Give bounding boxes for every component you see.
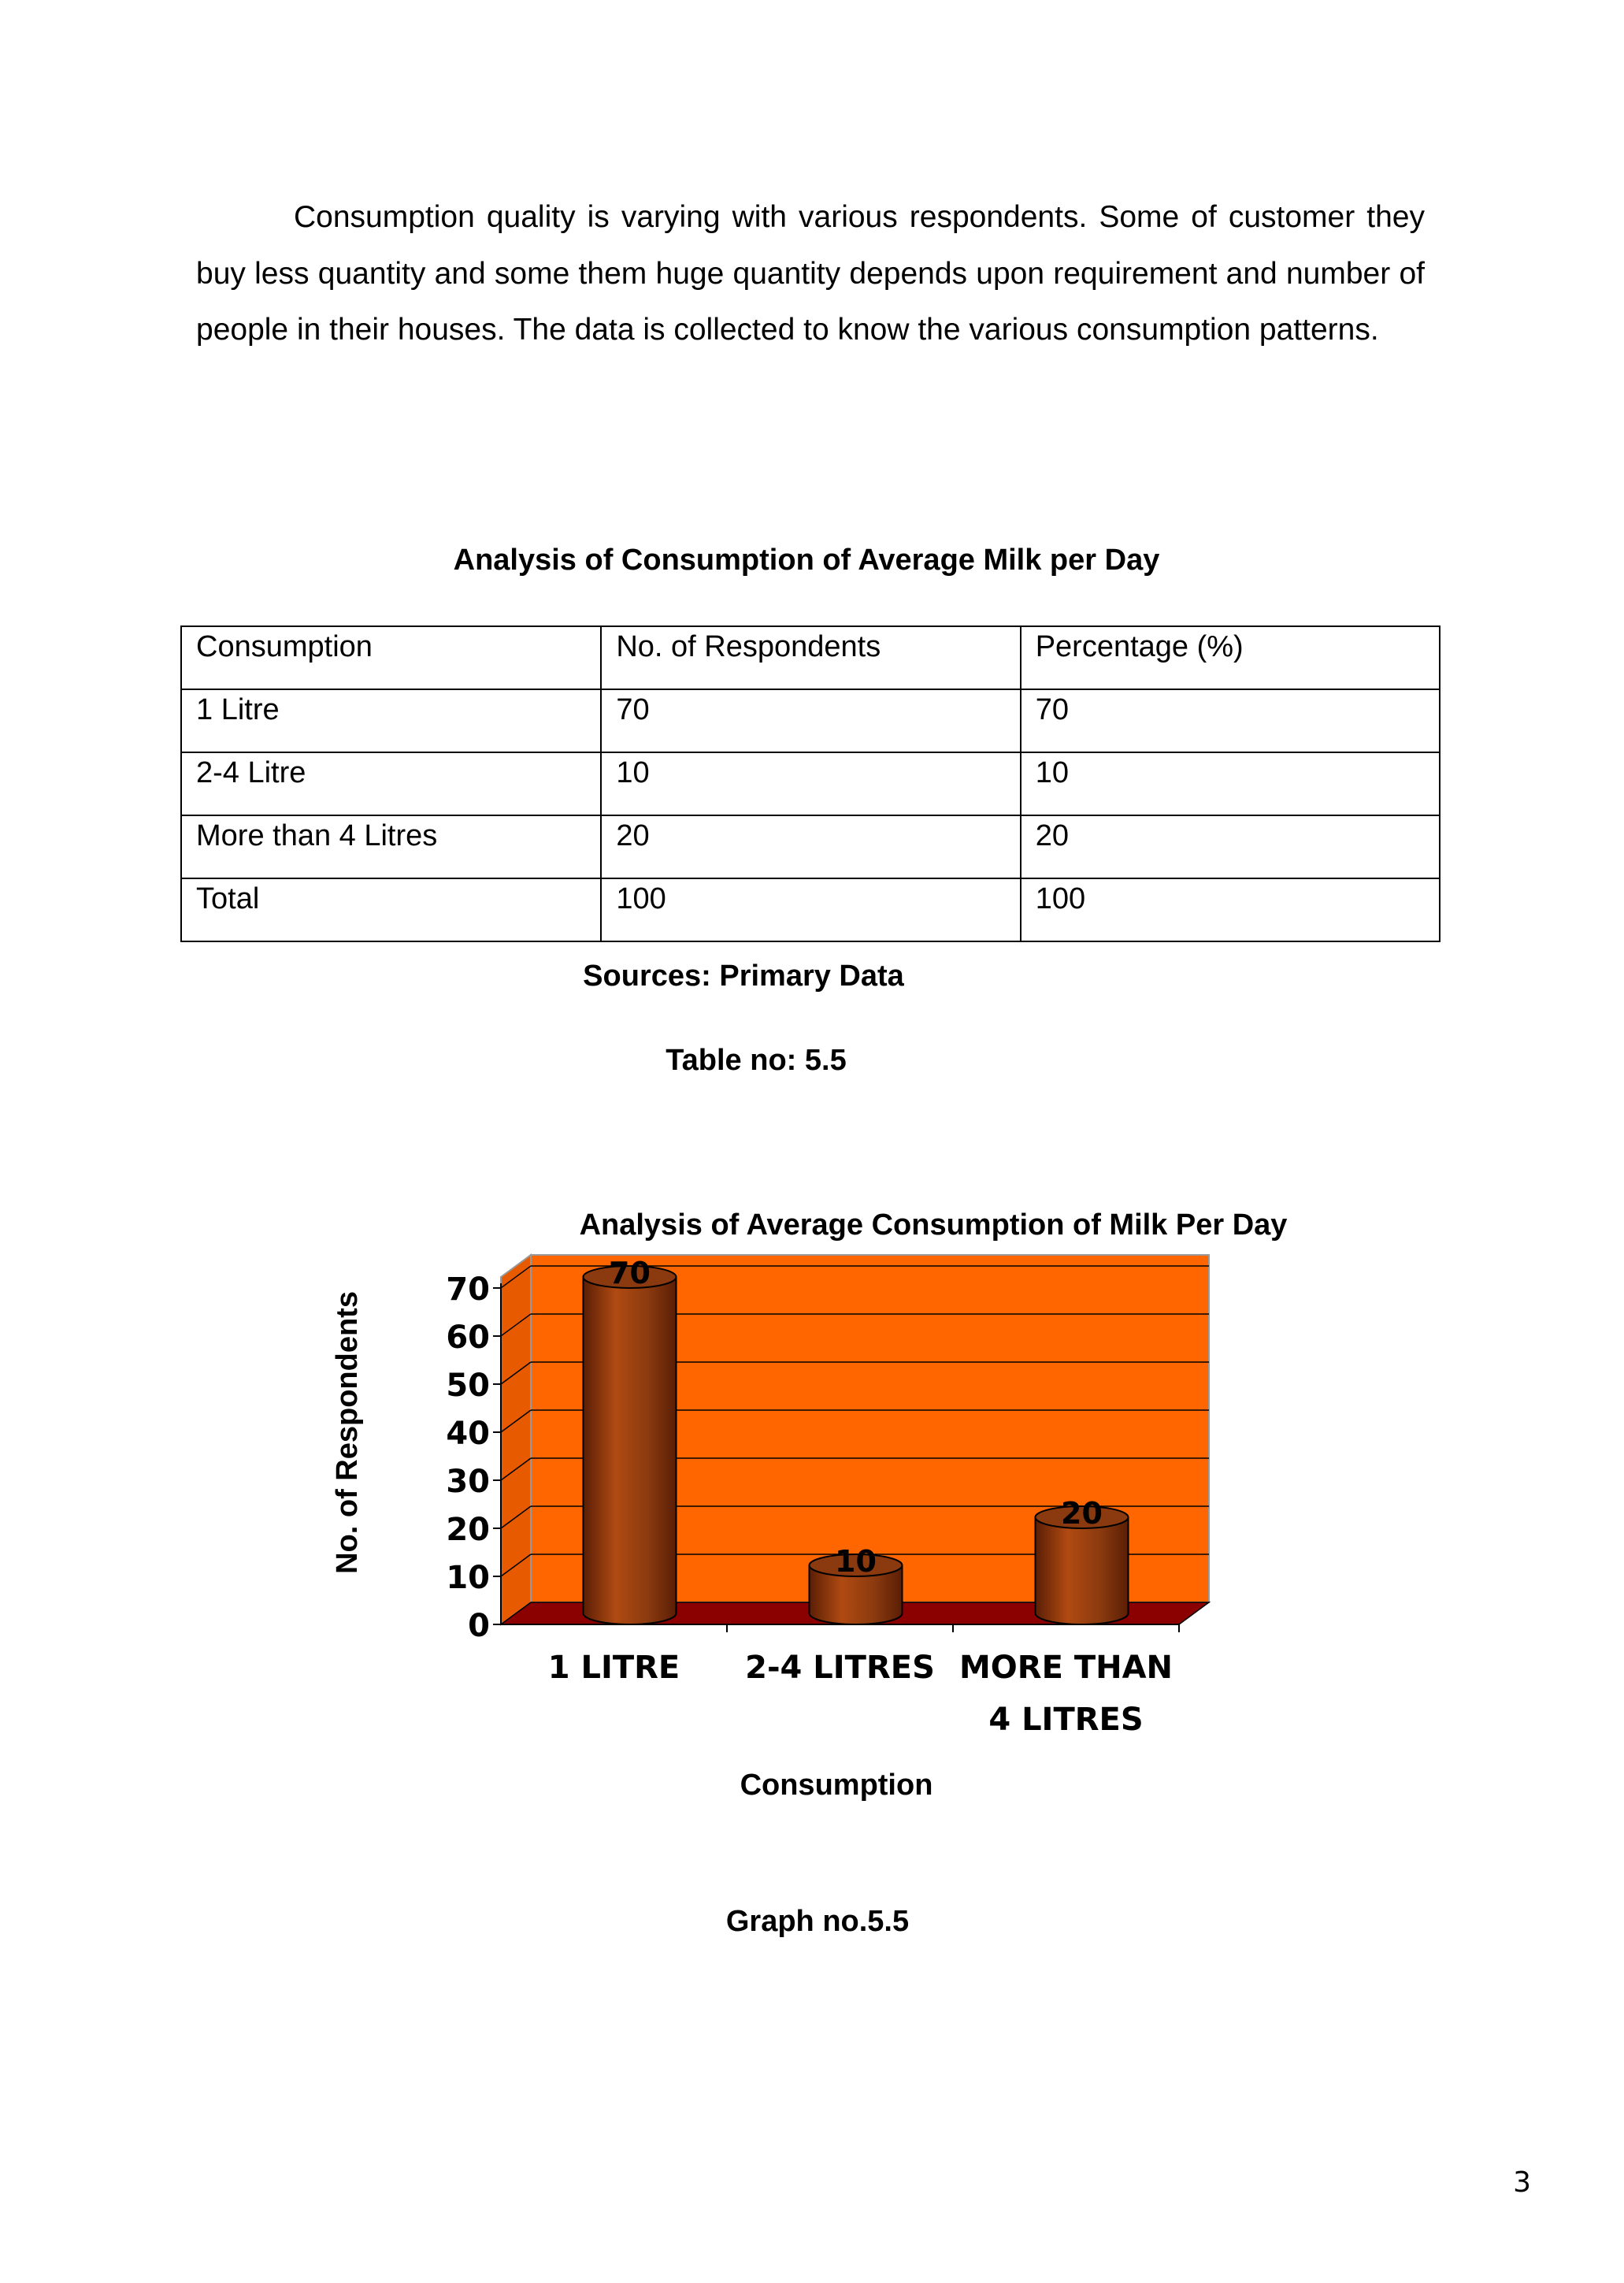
bar bbox=[1036, 1517, 1129, 1624]
x-axis-label: Consumption bbox=[740, 1769, 933, 1802]
table-cell: 100 bbox=[1021, 878, 1440, 941]
table-cell: 1 Litre bbox=[181, 689, 601, 752]
y-tick-label: 20 bbox=[446, 1511, 490, 1548]
y-tick-label: 70 bbox=[446, 1271, 490, 1308]
table-row-total bbox=[181, 878, 1440, 941]
x-tick-label: 2-4 LITRES bbox=[745, 1650, 935, 1686]
table-header-row bbox=[181, 626, 1440, 689]
x-tick-label: 1 LITRE bbox=[547, 1650, 680, 1686]
table-cell: 70 bbox=[601, 689, 1020, 752]
table-cell: More than 4 Litres bbox=[181, 815, 601, 878]
table-cell: 20 bbox=[601, 815, 1020, 878]
table-cell: 10 bbox=[1021, 752, 1440, 815]
y-tick-label: 10 bbox=[446, 1559, 490, 1596]
sources-label: Sources: Primary Data bbox=[583, 960, 904, 993]
data-label: 10 bbox=[835, 1543, 877, 1579]
graph-caption: Graph no.5.5 bbox=[725, 1905, 910, 1938]
table-row bbox=[181, 815, 1440, 878]
table-cell: 10 bbox=[601, 752, 1020, 815]
intro-paragraph: Consumption quality is varying with various respondents. Some of customer they buy less quantity and some them huge quantity depends upon requirement and number of people in their houses. The data is collected to know the various consumption patterns. bbox=[196, 200, 1425, 347]
y-tick-label: 50 bbox=[446, 1367, 490, 1404]
chart-title: Analysis of Average Consumption of Milk Per Day bbox=[579, 1208, 1288, 1242]
header-consumption: Consumption bbox=[181, 626, 601, 689]
table-title: Analysis of Consumption of Average Milk per Day bbox=[453, 544, 1160, 577]
header-percentage: Percentage (%) bbox=[1021, 626, 1440, 689]
table-cell: 70 bbox=[1021, 689, 1440, 752]
y-axis-label: No. of Respondents bbox=[331, 1291, 364, 1574]
y-tick-label: 60 bbox=[446, 1319, 490, 1356]
header-respondents: No. of Respondents bbox=[601, 626, 1020, 689]
consumption-table bbox=[180, 626, 1440, 942]
page-number: 3 bbox=[1513, 2166, 1531, 2199]
x-tick-label: MORE THAN 4 LITRES bbox=[958, 1650, 1174, 1738]
y-tick-label: 30 bbox=[446, 1463, 490, 1500]
table-caption: Table no: 5.5 bbox=[666, 1044, 847, 1077]
bar-chart bbox=[0, 1208, 1613, 1828]
bar bbox=[584, 1277, 677, 1624]
table-row bbox=[181, 752, 1440, 815]
data-label: 20 bbox=[1061, 1495, 1103, 1531]
y-tick-label: 40 bbox=[446, 1415, 490, 1452]
y-tick-label: 0 bbox=[468, 1608, 490, 1644]
table-cell: 2-4 Litre bbox=[181, 752, 601, 815]
side-wall bbox=[501, 1255, 531, 1624]
data-label: 70 bbox=[609, 1255, 651, 1290]
table-cell: 20 bbox=[1021, 815, 1440, 878]
table-cell: Total bbox=[181, 878, 601, 941]
table-cell: 100 bbox=[601, 878, 1020, 941]
table-row bbox=[181, 689, 1440, 752]
